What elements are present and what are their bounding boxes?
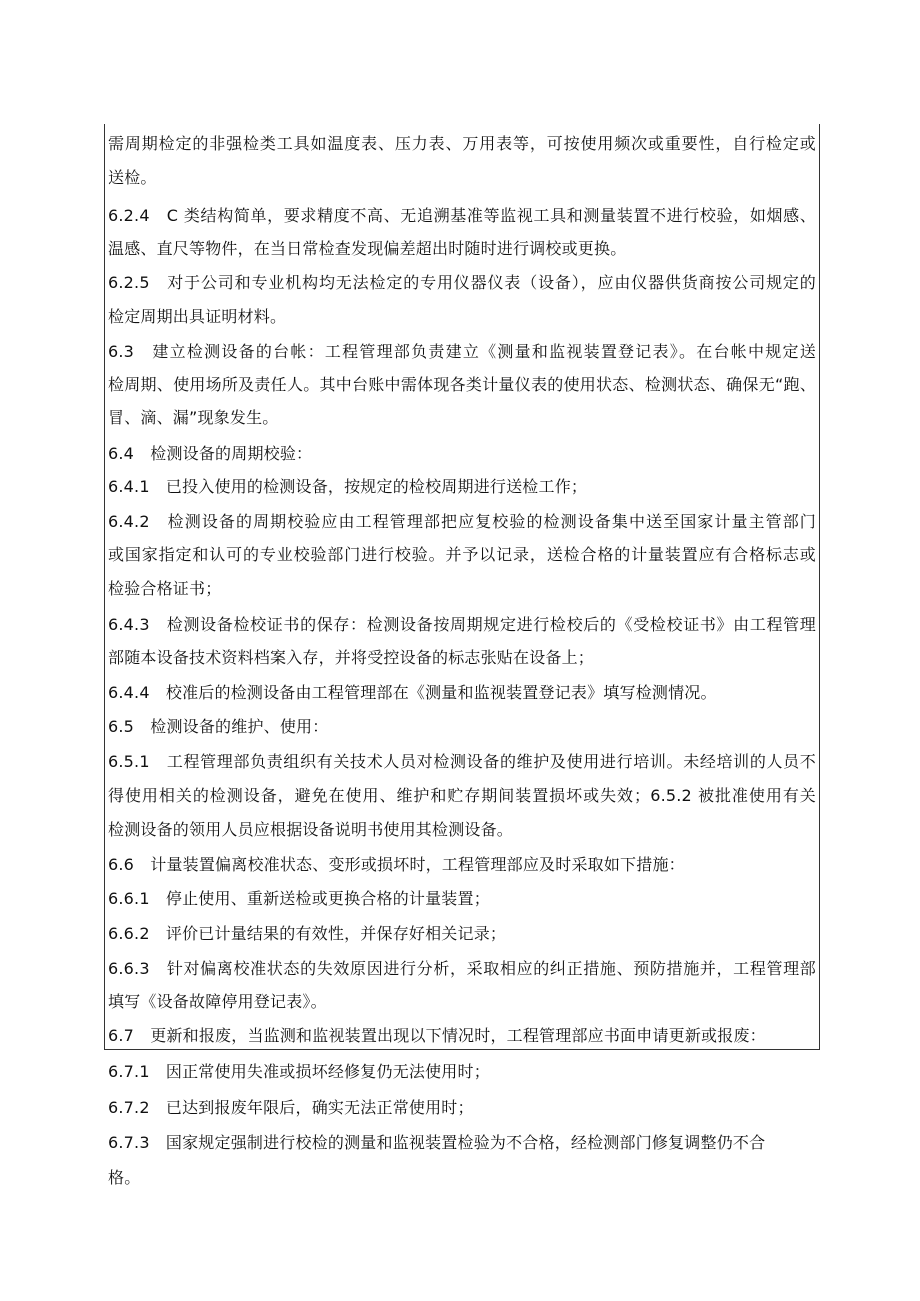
text-line: 6.4.2 检测设备的周期校验应由工程管理部把应复校验的检测设备集中送至国家计量主管部门 [108,512,816,531]
text-line: 6.2.4 C 类结构简单，要求精度不高、无追溯基准等监视工具和测量装置不进行校验，如烟感、 [108,206,816,225]
text-line: 需周期检定的非强检类工具如温度表、压力表、万用表等，可按使用频次或重要性，自行检定或 [108,134,816,153]
text-line: 检定周期出具证明材料。 [108,307,287,326]
text-line: 6.7 更新和报废，当监测和监视装置出现以下情况时，工程管理部应书面申请更新或报废： [108,1026,766,1045]
text-line: 6.4.3 检测设备检校证书的保存：检测设备按周期规定进行检校后的《受检校证书》由工程管理 [108,615,816,634]
text-line: 送检。 [108,168,157,187]
text-line: 部随本设备技术资料档案入存，并将受控设备的标志张贴在设备上； [108,648,595,667]
text-line: 或国家指定和认可的专业校验部门进行校验。并予以记录，送检合格的计量装置应有合格标志或 [108,545,816,564]
text-line: 6.5 检测设备的维护、使用： [108,717,329,736]
text-line: 6.4 检测设备的周期校验： [108,444,313,463]
text-line: 6.3 建立检测设备的台帐：工程管理部负责建立《测量和监视装置登记表》。在台帐中规定送 [108,342,816,361]
text-line: 6.4.1 已投入使用的检测设备，按规定的检校周期进行送检工作； [108,477,588,496]
text-line: 6.2.5 对于公司和专业机构均无法检定的专用仪器仪表（设备），应由仪器供货商按公司规定的 [108,273,816,292]
text-line: 6.6.1 停止使用、重新送检或更换合格的计量装置； [108,889,490,908]
text-line: 6.6.3 针对偏离校准状态的失效原因进行分析，采取相应的纠正措施、预防措施并，工程管理部 [108,959,816,978]
text-line: 得使用相关的检测设备，避免在使用、维护和贮存期间装置损坏或失效；6.5.2 被批准使用有关 [108,786,816,805]
text-line: 冒、滴、漏”现象发生。 [108,408,279,427]
text-line: 6.7.3 国家规定强制进行校检的测量和监视装置检验为不合格，经检测部门修复调整仍不合 [108,1133,766,1152]
text-line: 6.6.2 评价已计量结果的有效性，并保存好相关记录； [108,924,507,943]
text-line: 格。 [108,1168,141,1187]
text-line: 检验合格证书； [108,579,222,598]
text-line: 温感、直尺等物件，在当日常检查发现偏差超出时随时进行调校或更换。 [108,239,627,258]
text-line: 6.4.4 校准后的检测设备由工程管理部在《测量和监视装置登记表》填写检测情况。 [108,683,717,702]
text-line: 6.6 计量装置偏离校准状态、变形或损坏时，工程管理部应及时采取如下措施： [108,855,685,874]
text-line: 检测设备的领用人员应根据设备说明书使用其检测设备。 [108,820,514,839]
text-line: 填写《设备故障停用登记表》。 [108,992,327,1011]
text-line: 6.7.2 已达到报废年限后，确实无法正常使用时； [108,1098,474,1117]
text-line: 6.5.1 工程管理部负责组织有关技术人员对检测设备的维护及使用进行培训。未经培训的人员不 [108,752,816,771]
text-line: 检周期、使用场所及责任人。其中台账中需体现各类计量仪表的使用状态、检测状态、确保无“跑、 [108,375,816,394]
text-line: 6.7.1 因正常使用失准或损坏经修复仍无法使用时； [108,1062,490,1081]
